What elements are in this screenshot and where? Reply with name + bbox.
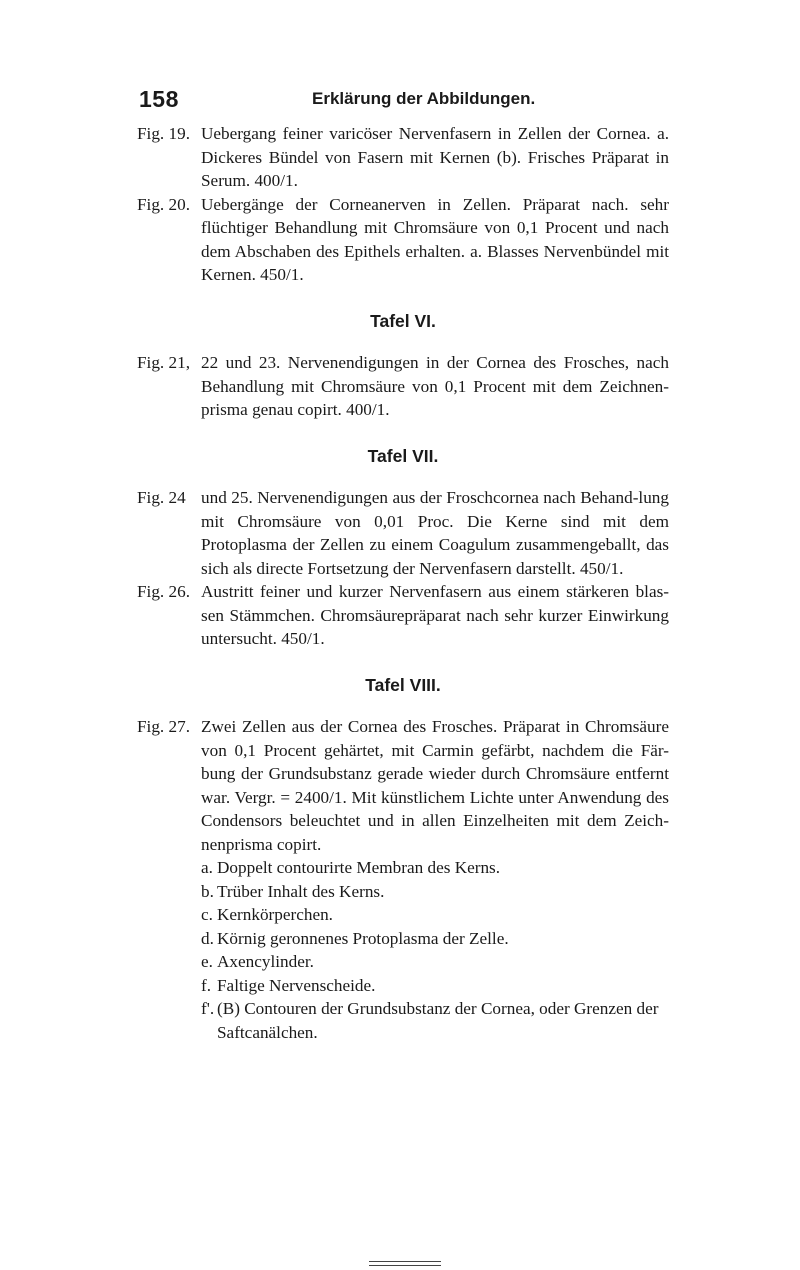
figure-label: Fig. 19. [137, 124, 191, 143]
legend-item [137, 997, 669, 1044]
figure-label: Fig. 21, [137, 353, 191, 372]
page-header [139, 86, 664, 116]
figure-entry-27 [137, 715, 669, 856]
figure-legend [137, 856, 669, 1044]
legend-key: b. [201, 881, 214, 901]
figure-entry-19 [137, 122, 669, 193]
figure-entry-26 [137, 580, 669, 651]
legend-text: (B) Contouren der Grundsubstanz der Cornea, oder Grenzen der Saftcanälchen. [217, 999, 659, 1042]
figure-entry-21 [137, 351, 669, 422]
legend-key: f'. [201, 999, 215, 1018]
figure-caption: Uebergänge der Corneanerven in Zellen. Präparat nach. sehr flüchtiger Behandlung mit Chromsäure von 0,1 Procent und nach dem Abschaben des Epithels erhalten. a. Blasses Nervenbündel mit Kernen. 450/1. [201, 194, 669, 284]
legend-key: a. [201, 858, 213, 877]
legend-item [137, 903, 669, 927]
figure-label: Fig. 27. [137, 717, 191, 736]
running-head: Erklärung der Abbildungen. [312, 89, 536, 108]
legend-text: Faltige Nervenscheide. [217, 975, 376, 995]
legend-text: Trüber Inhalt des Kerns. [217, 881, 385, 901]
plate-heading-6: Tafel VI. [370, 310, 436, 331]
legend-item [137, 856, 669, 880]
legend-text: Körnig geronnenes Protoplasma der Zelle. [217, 928, 509, 948]
legend-key: e. [201, 952, 213, 971]
figure-label: Fig. 24 [137, 488, 186, 507]
end-rule [369, 1261, 441, 1262]
legend-text: Axencylinder. [217, 952, 314, 971]
figure-entry-24 [137, 486, 669, 580]
plate-heading-8: Tafel VIII. [365, 674, 441, 695]
legend-text: Doppelt contourirte Membran des Kerns. [217, 858, 501, 877]
figure-label: Fig. 20. [137, 194, 191, 214]
page-number: 158 [139, 86, 179, 112]
end-rule [369, 1265, 441, 1266]
legend-item [137, 974, 669, 998]
legend-item [137, 880, 669, 904]
legend-key: d. [201, 928, 214, 948]
figure-entry-20 [137, 193, 669, 287]
figure-caption: 22 und 23. Nervenendigungen in der Cornea des Frosches, nach Behandlung mit Chromsäure von 0,1 Procent mit dem Zeichnen-prisma genau copirt. 400/1. [201, 353, 669, 419]
figure-caption: und 25. Nervenendigungen aus der Froschcornea nach Behand-lung mit Chromsäure von 0,01 Proc. Die Kerne sind mit dem Protoplasma der Zellen zu einem Coagulum zusammengeballt, das sich als directe Fortsetzung der Nervenfasern darstellt. 450/1. [201, 488, 669, 578]
text-body [137, 122, 669, 1044]
figure-caption: Uebergang feiner varicöser Nervenfasern in Zellen der Cornea. a. Dickeres Bündel von Fasern mit Kernen (b). Frisches Präparat in Serum. 400/1. [201, 124, 669, 190]
legend-item [137, 950, 669, 974]
plate-heading-7: Tafel VII. [367, 445, 439, 466]
figure-label: Fig. 26. [137, 582, 191, 601]
legend-item [137, 927, 669, 951]
figure-caption: Austritt feiner und kurzer Nervenfasern aus einem stärkeren blas-sen Stämmchen. Chromsäurepräparat nach sehr kurzer Einwirkung untersucht. 450/1. [201, 582, 669, 648]
legend-key: c. [201, 905, 213, 924]
legend-key: f. [201, 975, 212, 995]
figure-caption: Zwei Zellen aus der Cornea des Frosches. Präparat in Chromsäure von 0,1 Procent gehärtet, mit Carmin gefärbt, nachdem die Fär-bung der Grundsubstanz gerade wieder durch Chromsäure entfernt war. Vergr. = 2400/1. Mit künstlichem Lichte unter Anwendung des Condensors beleuchtet und in allen Einzelheiten mit dem Zeich-nenprisma copirt. [201, 717, 669, 854]
legend-text: Kernkörperchen. [217, 905, 333, 924]
